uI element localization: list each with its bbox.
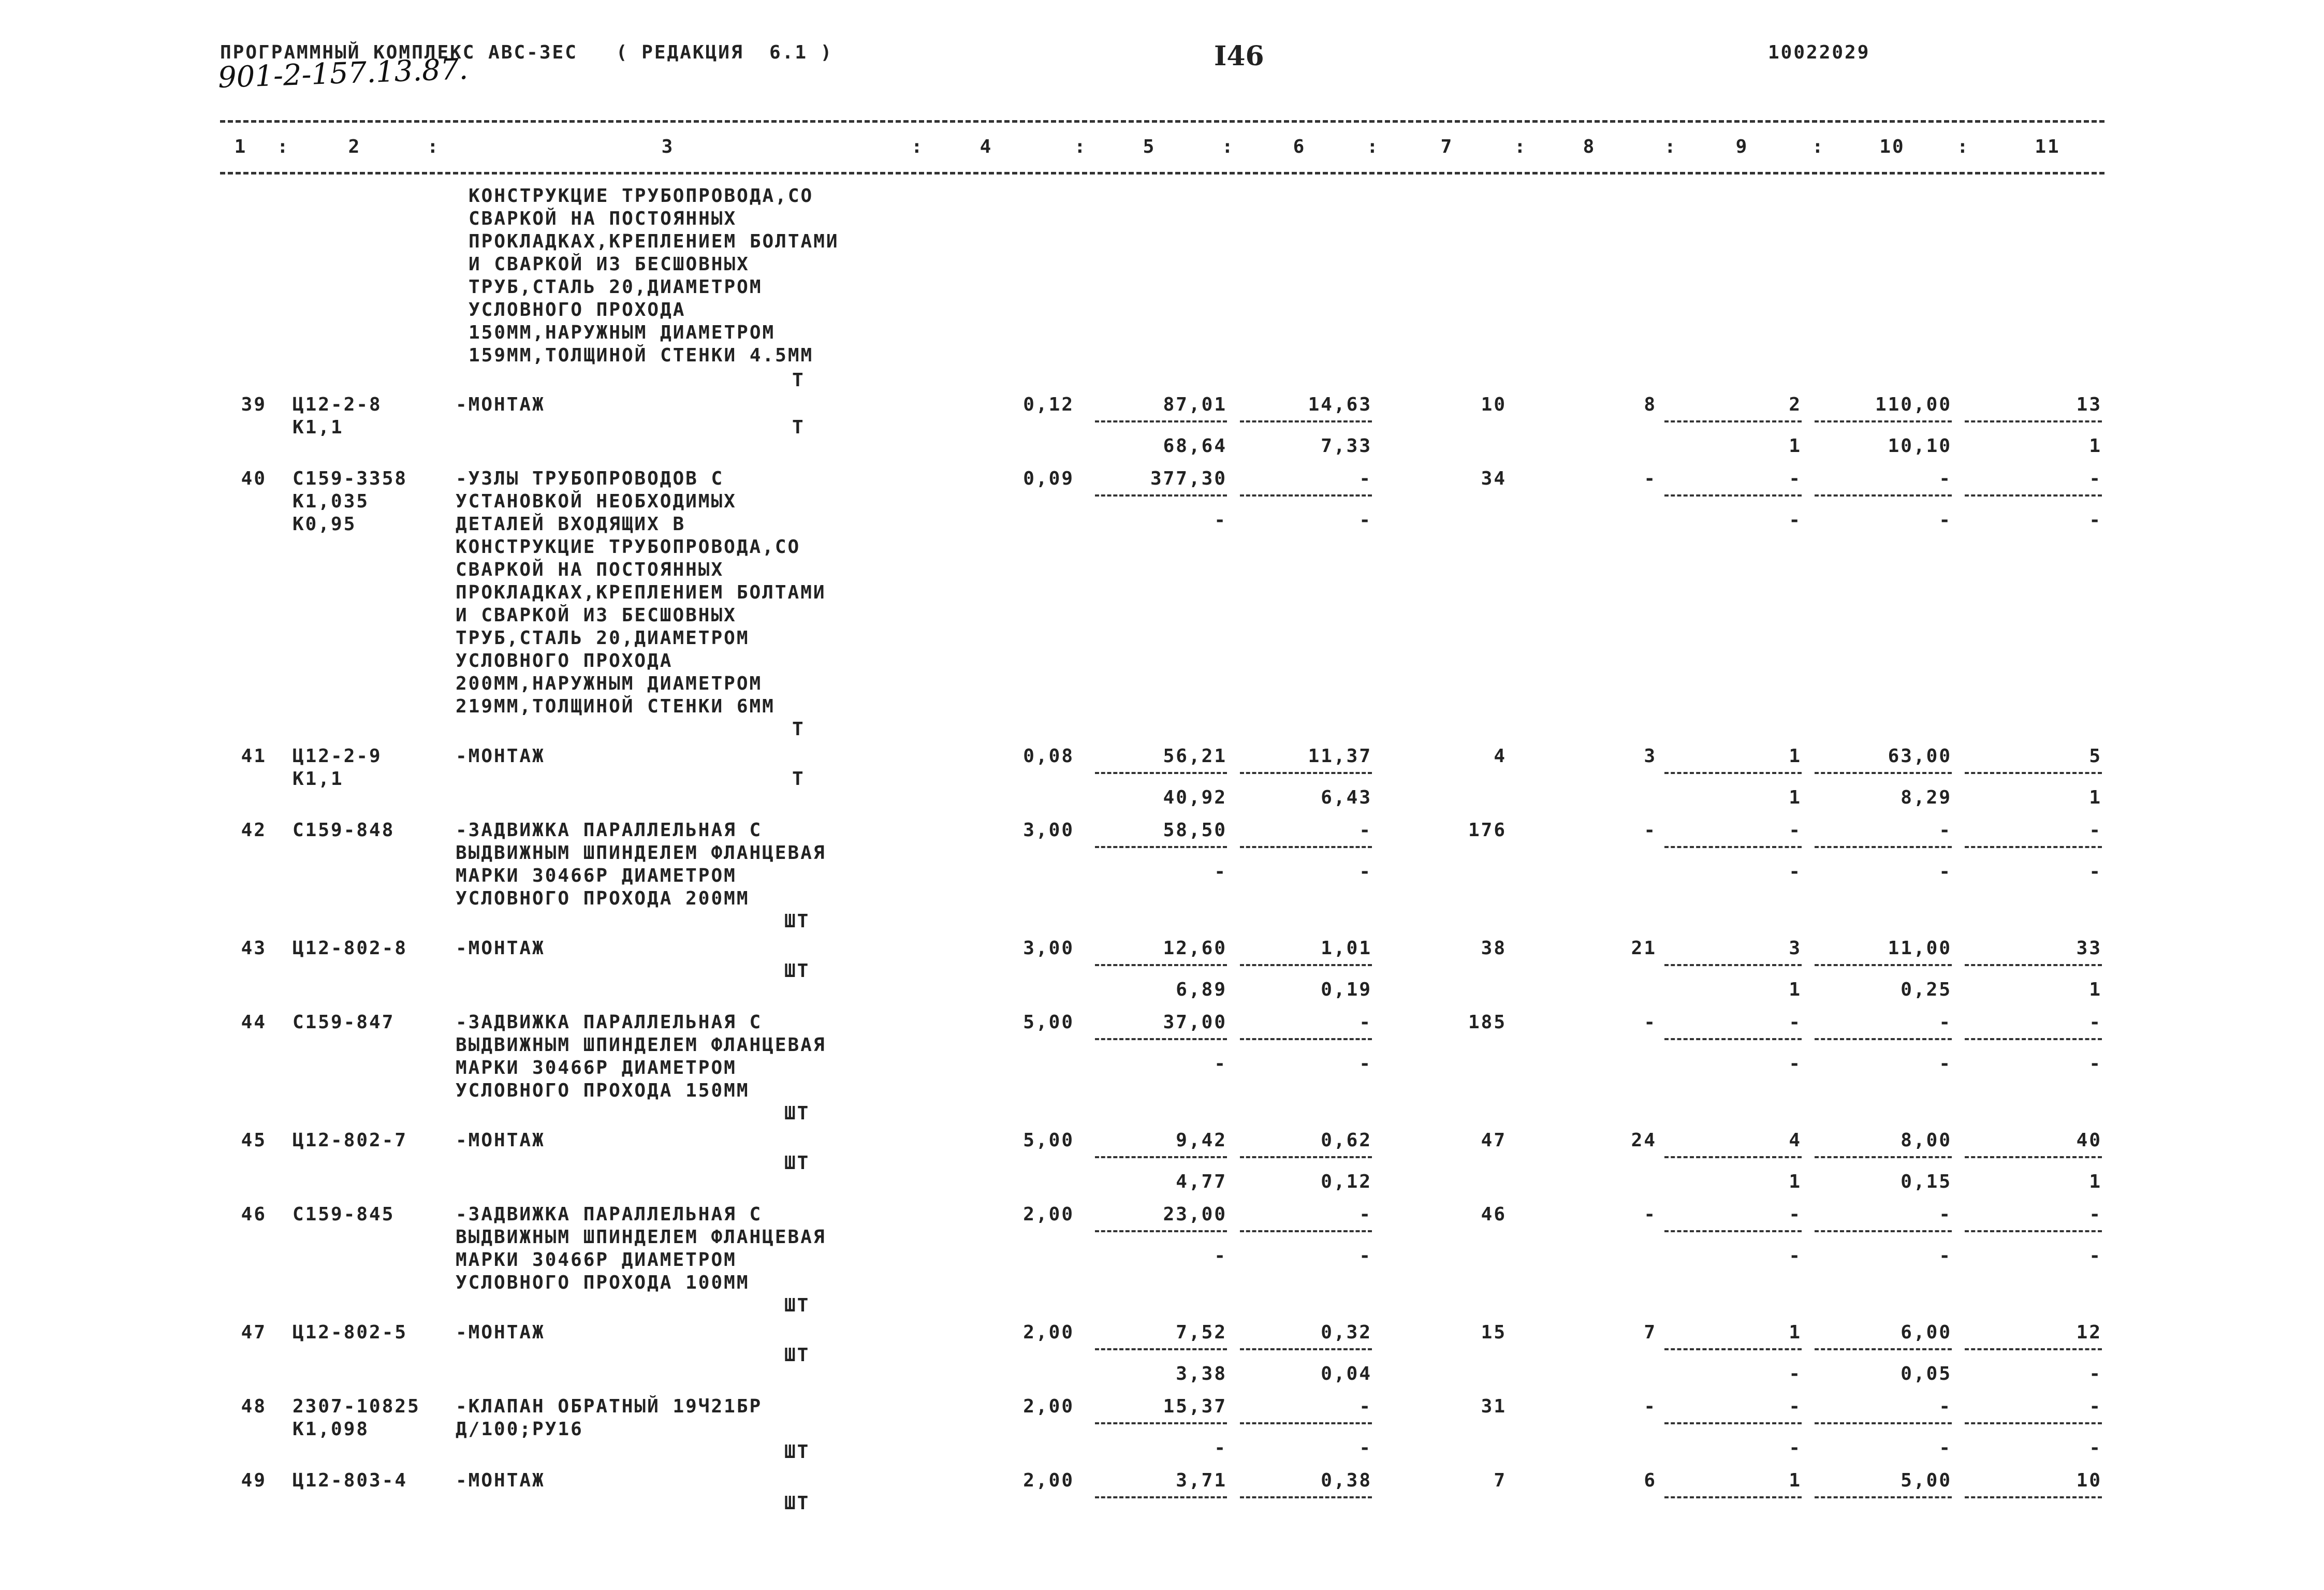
row-divider	[1095, 1230, 1227, 1232]
value-col-9: 2	[1789, 394, 1802, 415]
row-divider	[1664, 1038, 1802, 1040]
value-col-6: -	[1359, 1012, 1372, 1033]
row-number: 48	[241, 1396, 267, 1417]
row-divider	[1664, 1422, 1802, 1424]
description-line: -МОНТАЖ	[456, 1470, 545, 1491]
column-number-5: 5	[1143, 136, 1156, 157]
value-col-11: -	[2089, 1012, 2102, 1033]
column-separator: :	[1074, 136, 1087, 157]
subvalue-col-9: -	[1789, 1437, 1802, 1458]
subvalue-col-9: -	[1789, 1245, 1802, 1266]
row-divider	[1095, 494, 1227, 497]
value-col-5: 58,50	[1163, 820, 1227, 841]
subvalue-col-6: -	[1359, 1053, 1372, 1074]
norm-code: Ц12-802-7	[293, 1130, 408, 1151]
unit-cell: ШТ	[784, 1493, 810, 1514]
row-divider	[1815, 1156, 1952, 1158]
value-col-5: 9,42	[1176, 1130, 1227, 1151]
value-col-6: 14,63	[1308, 394, 1372, 415]
description-line: КОНСТРУКЦИЕ ТРУБОПРОВОДА,СО	[456, 536, 801, 558]
row-divider	[1095, 1422, 1227, 1424]
row-divider	[1240, 1156, 1372, 1158]
column-separator: :	[277, 136, 290, 157]
row-divider	[1664, 846, 1802, 848]
value-col-10: 110,00	[1875, 394, 1952, 415]
value-col-10: -	[1939, 1012, 1952, 1033]
row-divider	[1965, 1348, 2102, 1350]
page-number: I46	[1214, 40, 1264, 72]
description-line: -МОНТАЖ	[456, 746, 545, 767]
subvalue-col-9: 1	[1789, 435, 1802, 457]
row-divider	[1095, 420, 1227, 422]
row-number: 42	[241, 820, 267, 841]
row-divider	[1815, 964, 1952, 966]
description-line: -УЗЛЫ ТРУБОПРОВОДОВ С	[456, 468, 724, 489]
row-divider	[1965, 1496, 2102, 1498]
value-col-9: 1	[1789, 1470, 1802, 1491]
description-line: СВАРКОЙ НА ПОСТОЯННЫХ	[469, 208, 737, 229]
value-col-9: -	[1789, 1396, 1802, 1417]
value-col-6: 0,32	[1321, 1322, 1372, 1343]
column-number-1: 1	[234, 136, 247, 157]
description-line: УСЛОВНОГО ПРОХОДА 150ММ	[456, 1080, 750, 1101]
coefficient: К1,1	[293, 768, 344, 790]
norm-code: Ц12-802-8	[293, 938, 408, 959]
description-line: И СВАРКОЙ ИЗ БЕСШОВНЫХ	[469, 254, 750, 275]
row-divider	[1240, 964, 1372, 966]
unit-cell: ШТ	[784, 960, 810, 982]
value-col-7: 46	[1481, 1204, 1507, 1225]
subvalue-col-10: 0,05	[1901, 1363, 1952, 1384]
value-col-5: 37,00	[1163, 1012, 1227, 1033]
row-divider	[1815, 1038, 1952, 1040]
value-col-11: -	[2089, 1396, 2102, 1417]
unit-cell: ШТ	[784, 1103, 810, 1124]
value-col-11: -	[2089, 820, 2102, 841]
subvalue-col-11: -	[2089, 509, 2102, 531]
subvalue-col-11: 1	[2089, 787, 2102, 808]
row-divider	[1965, 1230, 2102, 1232]
header-top-rule	[220, 120, 2104, 123]
row-number: 49	[241, 1470, 267, 1491]
norm-code: Ц12-802-5	[293, 1322, 408, 1343]
subvalue-col-5: -	[1214, 1053, 1227, 1074]
value-col-4: 2,00	[1023, 1396, 1074, 1417]
row-divider	[1664, 1230, 1802, 1232]
subvalue-col-11: 1	[2089, 1171, 2102, 1192]
column-separator: :	[1957, 136, 1970, 157]
description-line: 200ММ,НАРУЖНЫМ ДИАМЕТРОМ	[456, 673, 763, 694]
description-line: СВАРКОЙ НА ПОСТОЯННЫХ	[456, 559, 724, 580]
value-col-6: 1,01	[1321, 938, 1372, 959]
row-divider	[1095, 964, 1227, 966]
value-col-9: 3	[1789, 938, 1802, 959]
subvalue-col-9: -	[1789, 861, 1802, 882]
description-line: -ЗАДВИЖКА ПАРАЛЛЕЛЬНАЯ С	[456, 1204, 763, 1225]
column-number-9: 9	[1735, 136, 1749, 157]
row-divider	[1240, 1496, 1372, 1498]
value-col-9: -	[1789, 820, 1802, 841]
header-bottom-rule	[220, 172, 2104, 174]
subvalue-col-5: 4,77	[1176, 1171, 1227, 1192]
coefficient: К1,1	[293, 417, 344, 438]
subvalue-col-11: -	[2089, 1053, 2102, 1074]
description-line: 150ММ,НАРУЖНЫМ ДИАМЕТРОМ	[469, 322, 776, 343]
value-col-5: 23,00	[1163, 1204, 1227, 1225]
value-col-6: -	[1359, 1204, 1372, 1225]
description-line: МАРКИ 30466Р ДИАМЕТРОМ	[456, 1057, 737, 1078]
row-divider	[1965, 964, 2102, 966]
value-col-10: -	[1939, 1204, 1952, 1225]
program-title: ПРОГРАММНЫЙ КОМПЛЕКС АВС-3ЕС ( РЕДАКЦИЯ 6.1 )	[220, 42, 834, 63]
value-col-10: -	[1939, 468, 1952, 489]
value-col-7: 4	[1494, 746, 1507, 767]
description-line: Д/100;РУ16	[456, 1419, 583, 1440]
column-separator: :	[1367, 136, 1380, 157]
column-number-11: 11	[2035, 136, 2060, 157]
row-divider	[1095, 1038, 1227, 1040]
value-col-7: 47	[1481, 1130, 1507, 1151]
description-line: ВЫДВИЖНЫМ ШПИНДЕЛЕМ ФЛАНЦЕВАЯ	[456, 842, 826, 864]
value-col-5: 12,60	[1163, 938, 1227, 959]
description-line: УСЛОВНОГО ПРОХОДА	[456, 650, 673, 672]
row-divider	[1965, 1156, 2102, 1158]
subvalue-col-6: -	[1359, 861, 1372, 882]
column-number-7: 7	[1440, 136, 1454, 157]
handwritten-document-number: 901-2-157.13.87.	[217, 52, 469, 95]
description-line: ПРОКЛАДКАХ,КРЕПЛЕНИЕМ БОЛТАМИ	[469, 231, 839, 252]
column-separator: :	[1812, 136, 1825, 157]
value-col-5: 3,71	[1176, 1470, 1227, 1491]
norm-code: С159-848	[293, 820, 395, 841]
value-col-5: 7,52	[1176, 1322, 1227, 1343]
value-col-9: -	[1789, 1204, 1802, 1225]
row-number: 41	[241, 746, 267, 767]
row-divider	[1965, 846, 2102, 848]
description-line: ДЕТАЛЕЙ ВХОДЯЩИХ В	[456, 514, 686, 535]
row-number: 40	[241, 468, 267, 489]
coefficient: К0,95	[293, 514, 357, 535]
description-line: УСЛОВНОГО ПРОХОДА 100ММ	[456, 1272, 750, 1293]
subvalue-col-11: -	[2089, 861, 2102, 882]
subvalue-col-9: -	[1789, 1363, 1802, 1384]
subvalue-col-5: -	[1214, 861, 1227, 882]
subvalue-col-10: -	[1939, 861, 1952, 882]
value-col-8: -	[1644, 468, 1657, 489]
subvalue-col-6: -	[1359, 1245, 1372, 1266]
row-divider	[1815, 420, 1952, 422]
column-separator: :	[427, 136, 440, 157]
value-col-4: 5,00	[1023, 1130, 1074, 1151]
subvalue-col-6: 6,43	[1321, 787, 1372, 808]
row-divider	[1095, 772, 1227, 774]
document-code: 10022029	[1768, 42, 1870, 63]
subvalue-col-10: -	[1939, 1245, 1952, 1266]
value-col-6: -	[1359, 468, 1372, 489]
subvalue-col-5: 3,38	[1176, 1363, 1227, 1384]
row-divider	[1815, 772, 1952, 774]
description-line: -ЗАДВИЖКА ПАРАЛЛЕЛЬНАЯ С	[456, 1012, 763, 1033]
column-number-10: 10	[1879, 136, 1905, 157]
row-divider	[1815, 846, 1952, 848]
value-col-9: -	[1789, 1012, 1802, 1033]
value-col-4: 2,00	[1023, 1470, 1074, 1491]
value-col-9: 1	[1789, 746, 1802, 767]
subvalue-col-9: 1	[1789, 979, 1802, 1000]
description-line: ВЫДВИЖНЫМ ШПИНДЕЛЕМ ФЛАНЦЕВАЯ	[456, 1227, 826, 1248]
value-col-5: 15,37	[1163, 1396, 1227, 1417]
value-col-8: 6	[1644, 1470, 1657, 1491]
row-divider	[1815, 494, 1952, 497]
description-line: -МОНТАЖ	[456, 938, 545, 959]
value-col-5: 56,21	[1163, 746, 1227, 767]
subvalue-col-10: -	[1939, 1053, 1952, 1074]
coefficient: К1,098	[293, 1419, 370, 1440]
unit-cell: Т	[792, 719, 805, 740]
row-divider	[1815, 1230, 1952, 1232]
row-divider	[1965, 494, 2102, 497]
value-col-8: 7	[1644, 1322, 1657, 1343]
subvalue-col-5: -	[1214, 1437, 1227, 1458]
subvalue-col-6: -	[1359, 509, 1372, 531]
row-divider	[1664, 1156, 1802, 1158]
row-divider	[1240, 846, 1372, 848]
value-col-7: 38	[1481, 938, 1507, 959]
row-divider	[1095, 1496, 1227, 1498]
value-col-6: 11,37	[1308, 746, 1372, 767]
value-col-7: 7	[1494, 1470, 1507, 1491]
unit-cell: ШТ	[784, 1153, 810, 1174]
value-col-9: 4	[1789, 1130, 1802, 1151]
row-divider	[1095, 846, 1227, 848]
subvalue-col-5: -	[1214, 1245, 1227, 1266]
value-col-8: 24	[1631, 1130, 1657, 1151]
subvalue-col-11: 1	[2089, 435, 2102, 457]
value-col-4: 3,00	[1023, 820, 1074, 841]
row-divider	[1095, 1348, 1227, 1350]
subvalue-col-11: 1	[2089, 979, 2102, 1000]
row-divider	[1664, 494, 1802, 497]
row-divider	[1240, 1230, 1372, 1232]
value-col-8: -	[1644, 1204, 1657, 1225]
row-divider	[1965, 772, 2102, 774]
subvalue-col-5: -	[1214, 509, 1227, 531]
subvalue-col-6: 0,19	[1321, 979, 1372, 1000]
subvalue-col-10: 0,15	[1901, 1171, 1952, 1192]
column-number-8: 8	[1583, 136, 1596, 157]
row-number: 47	[241, 1322, 267, 1343]
norm-code: 2307-10825	[293, 1396, 420, 1417]
value-col-9: -	[1789, 468, 1802, 489]
norm-code: Ц12-2-8	[293, 394, 382, 415]
description-line: ПРОКЛАДКАХ,КРЕПЛЕНИЕМ БОЛТАМИ	[456, 582, 826, 603]
description-line: УСЛОВНОГО ПРОХОДА 200ММ	[456, 888, 750, 909]
unit-cell: ШТ	[784, 1345, 810, 1366]
row-divider	[1240, 772, 1372, 774]
subvalue-col-5: 68,64	[1163, 435, 1227, 457]
description-line: 159ММ,ТОЛЩИНОЙ СТЕНКИ 4.5ММ	[469, 345, 814, 366]
value-col-7: 34	[1481, 468, 1507, 489]
value-col-10: -	[1939, 820, 1952, 841]
value-col-8: -	[1644, 1012, 1657, 1033]
column-separator: :	[1664, 136, 1677, 157]
norm-code: С159-3358	[293, 468, 408, 489]
description-line: -МОНТАЖ	[456, 1130, 545, 1151]
unit-cell: Т	[792, 370, 805, 391]
row-divider	[1664, 772, 1802, 774]
subvalue-col-11: -	[2089, 1245, 2102, 1266]
value-col-8: 3	[1644, 746, 1657, 767]
value-col-4: 0,08	[1023, 746, 1074, 767]
value-col-8: -	[1644, 1396, 1657, 1417]
row-number: 39	[241, 394, 267, 415]
column-separator: :	[1222, 136, 1235, 157]
subvalue-col-9: 1	[1789, 1171, 1802, 1192]
description-line: ТРУБ,СТАЛЬ 20,ДИАМЕТРОМ	[469, 276, 763, 298]
unit-cell: Т	[792, 417, 805, 438]
subvalue-col-9: -	[1789, 1053, 1802, 1074]
subvalue-col-9: 1	[1789, 787, 1802, 808]
value-col-7: 15	[1481, 1322, 1507, 1343]
column-number-2: 2	[348, 136, 361, 157]
column-number-4: 4	[980, 136, 993, 157]
row-divider	[1240, 1348, 1372, 1350]
description-line: -МОНТАЖ	[456, 1322, 545, 1343]
row-number: 46	[241, 1204, 267, 1225]
column-separator: :	[1514, 136, 1527, 157]
value-col-10: 11,00	[1888, 938, 1952, 959]
value-col-11: -	[2089, 468, 2102, 489]
value-col-11: 33	[2076, 938, 2102, 959]
value-col-11: 5	[2089, 746, 2102, 767]
value-col-5: 87,01	[1163, 394, 1227, 415]
value-col-7: 185	[1468, 1012, 1507, 1033]
subvalue-col-11: -	[2089, 1437, 2102, 1458]
description-line: МАРКИ 30466Р ДИАМЕТРОМ	[456, 1249, 737, 1271]
row-divider	[1965, 1422, 2102, 1424]
column-number-6: 6	[1293, 136, 1306, 157]
value-col-4: 0,09	[1023, 468, 1074, 489]
column-number-3: 3	[661, 136, 675, 157]
unit-cell: Т	[792, 768, 805, 790]
description-line: И СВАРКОЙ ИЗ БЕСШОВНЫХ	[456, 605, 737, 626]
row-divider	[1815, 1422, 1952, 1424]
value-col-6: -	[1359, 1396, 1372, 1417]
value-col-7: 31	[1481, 1396, 1507, 1417]
unit-cell: ШТ	[784, 1441, 810, 1463]
subvalue-col-5: 40,92	[1163, 787, 1227, 808]
description-line: УСЛОВНОГО ПРОХОДА	[469, 299, 686, 320]
value-col-10: 6,00	[1901, 1322, 1952, 1343]
value-col-4: 2,00	[1023, 1322, 1074, 1343]
unit-cell: ШТ	[784, 1295, 810, 1316]
row-number: 44	[241, 1012, 267, 1033]
column-separator: :	[911, 136, 924, 157]
row-divider	[1240, 1038, 1372, 1040]
subvalue-col-6: -	[1359, 1437, 1372, 1458]
description-line: МАРКИ 30466Р ДИАМЕТРОМ	[456, 865, 737, 886]
value-col-9: 1	[1789, 1322, 1802, 1343]
subvalue-col-10: 8,29	[1901, 787, 1952, 808]
value-col-5: 377,30	[1150, 468, 1227, 489]
value-col-6: -	[1359, 820, 1372, 841]
row-divider	[1965, 1038, 2102, 1040]
value-col-4: 2,00	[1023, 1204, 1074, 1225]
value-col-7: 10	[1481, 394, 1507, 415]
value-col-8: -	[1644, 820, 1657, 841]
row-divider	[1664, 420, 1802, 422]
subvalue-col-11: -	[2089, 1363, 2102, 1384]
norm-code: Ц12-2-9	[293, 746, 382, 767]
subvalue-col-10: 10,10	[1888, 435, 1952, 457]
row-number: 45	[241, 1130, 267, 1151]
row-divider	[1664, 964, 1802, 966]
row-divider	[1815, 1348, 1952, 1350]
norm-code: С159-847	[293, 1012, 395, 1033]
description-line: 219ММ,ТОЛЩИНОЙ СТЕНКИ 6ММ	[456, 696, 775, 717]
value-col-11: -	[2089, 1204, 2102, 1225]
row-divider	[1664, 1496, 1802, 1498]
value-col-4: 5,00	[1023, 1012, 1074, 1033]
value-col-10: -	[1939, 1396, 1952, 1417]
norm-code: Ц12-803-4	[293, 1470, 408, 1491]
value-col-8: 21	[1631, 938, 1657, 959]
value-col-10: 8,00	[1901, 1130, 1952, 1151]
description-line: КОНСТРУКЦИЕ ТРУБОПРОВОДА,СО	[469, 185, 814, 207]
row-divider	[1664, 1348, 1802, 1350]
subvalue-col-6: 0,12	[1321, 1171, 1372, 1192]
subvalue-col-6: 7,33	[1321, 435, 1372, 457]
row-divider	[1240, 494, 1372, 497]
unit-cell: ШТ	[784, 911, 810, 932]
value-col-7: 176	[1468, 820, 1507, 841]
description-line: -КЛАПАН ОБРАТНЫЙ 19Ч21БР	[456, 1396, 763, 1417]
value-col-11: 13	[2076, 394, 2102, 415]
description-line: ВЫДВИЖНЫМ ШПИНДЕЛЕМ ФЛАНЦЕВАЯ	[456, 1034, 826, 1056]
subvalue-col-10: -	[1939, 1437, 1952, 1458]
value-col-10: 63,00	[1888, 746, 1952, 767]
description-line: ТРУБ,СТАЛЬ 20,ДИАМЕТРОМ	[456, 628, 750, 649]
subvalue-col-10: -	[1939, 509, 1952, 531]
description-line: -МОНТАЖ	[456, 394, 545, 415]
row-divider	[1965, 420, 2102, 422]
subvalue-col-5: 6,89	[1176, 979, 1227, 1000]
value-col-4: 0,12	[1023, 394, 1074, 415]
description-line: -ЗАДВИЖКА ПАРАЛЛЕЛЬНАЯ С	[456, 820, 763, 841]
value-col-6: 0,38	[1321, 1470, 1372, 1491]
row-divider	[1240, 420, 1372, 422]
row-divider	[1240, 1422, 1372, 1424]
subvalue-col-6: 0,04	[1321, 1363, 1372, 1384]
value-col-6: 0,62	[1321, 1130, 1372, 1151]
subvalue-col-10: 0,25	[1901, 979, 1952, 1000]
value-col-11: 40	[2076, 1130, 2102, 1151]
description-line: УСТАНОВКОЙ НЕОБХОДИМЫХ	[456, 491, 737, 512]
coefficient: К1,035	[293, 491, 370, 512]
value-col-11: 12	[2076, 1322, 2102, 1343]
value-col-11: 10	[2076, 1470, 2102, 1491]
row-number: 43	[241, 938, 267, 959]
value-col-8: 8	[1644, 394, 1657, 415]
value-col-10: 5,00	[1901, 1470, 1952, 1491]
value-col-4: 3,00	[1023, 938, 1074, 959]
row-divider	[1095, 1156, 1227, 1158]
norm-code: С159-845	[293, 1204, 395, 1225]
row-divider	[1815, 1496, 1952, 1498]
subvalue-col-9: -	[1789, 509, 1802, 531]
